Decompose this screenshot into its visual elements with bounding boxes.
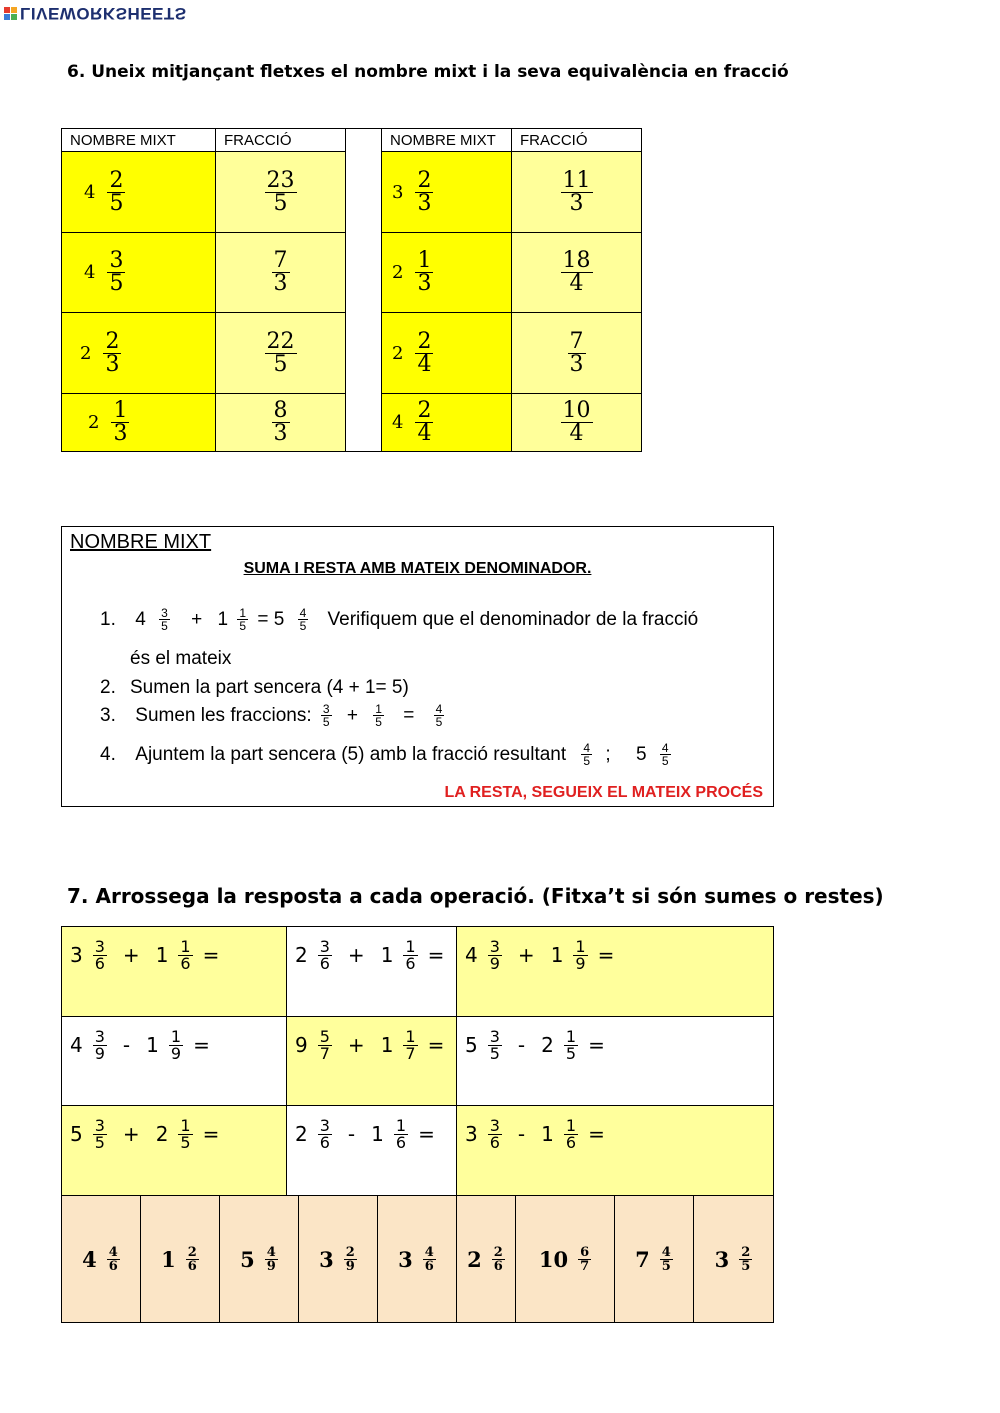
box-subtitle: SUMA I RESTA AMB MATEIX DENOMINADOR.	[243, 560, 592, 577]
step-1: 1. 4 $\frac{3}{5}$ + 1 $\frac{1}{5}$ = 5 $\frac{4}{5}$ Verifiquem que el denominador de la fracció	[100, 606, 699, 633]
step-3: 3. Sumen les fraccions: $\frac{3}{5}$ + $\frac{1}{5}$ = $\frac{4}{5}$	[100, 702, 443, 729]
fraction: $\frac{3}{5}$	[109, 248, 124, 296]
operation-cell[interactable]: 2 $\frac{3}{6}$ - 1 $\frac{1}{6}$ =	[287, 1106, 457, 1196]
logo-icon	[4, 7, 17, 20]
operation-cell[interactable]: 4 $\frac{3}{9}$ - 1 $\frac{1}{9}$ =	[62, 1017, 287, 1106]
step-4: 4. Ajuntem la part sencera (5) amb la fracció resultant $\frac{4}{5}$ ; 5 $\frac{4}{5}$	[100, 741, 669, 768]
header-fraction: FRACCIÓ	[216, 129, 346, 152]
answer-tile[interactable]: 3 $\frac{4}{6}$	[378, 1196, 457, 1323]
answer-tile[interactable]: 3 $\frac{2}{9}$	[299, 1196, 378, 1323]
explanation-box	[61, 526, 774, 807]
header-mixed-number: NOMBRE MIXT	[62, 129, 216, 152]
fraction: $\frac{2}{4}$	[417, 398, 432, 446]
step-2: 2. Sumen la part sencera (4 + 1= 5)	[100, 677, 409, 698]
answers-row	[62, 1196, 774, 1323]
operation-cell[interactable]: 2 $\frac{3}{6}$ + 1 $\frac{1}{6}$ =	[287, 927, 457, 1017]
answer-tile[interactable]: 3 $\frac{2}{5}$	[694, 1196, 774, 1323]
whole-part: 2	[80, 342, 92, 364]
box-title: NOMBRE MIXT	[70, 531, 212, 553]
operation-cell[interactable]: 5 $\frac{3}{5}$ + 2 $\frac{1}{5}$ =	[62, 1106, 287, 1196]
operation-cell[interactable]: 3 $\frac{3}{6}$ + 1 $\frac{1}{6}$ =	[62, 927, 287, 1017]
mixed-number-cell[interactable]	[62, 394, 216, 452]
fraction: $\frac{22}{5}$	[266, 328, 295, 377]
fraction-cell[interactable]	[216, 313, 346, 394]
table-row	[62, 927, 774, 1017]
fraction-cell[interactable]	[216, 233, 346, 313]
whole-part: 4	[392, 412, 404, 433]
fraction: $\frac{8}{3}$	[273, 398, 288, 446]
fraction: $\frac{2}{5}$	[109, 167, 124, 216]
table-header-row	[62, 129, 642, 152]
operation-cell[interactable]: 4 $\frac{3}{9}$ + 1 $\frac{1}{9}$ =	[457, 927, 774, 1017]
fraction-cell[interactable]	[512, 233, 642, 313]
answer-tile[interactable]: 4 $\frac{4}{6}$	[62, 1196, 141, 1323]
fraction: $\frac{1}{3}$	[417, 248, 432, 296]
answer-tile[interactable]: 7 $\frac{4}{5}$	[615, 1196, 694, 1323]
fraction: $\frac{7}{3}$	[569, 328, 584, 377]
whole-part: 4	[84, 181, 96, 203]
mixed-number-cell[interactable]	[62, 233, 216, 313]
fraction: $\frac{2}{3}$	[105, 328, 120, 377]
operations-table	[61, 926, 774, 1323]
mixed-number-cell[interactable]	[382, 233, 512, 313]
whole-part: 3	[392, 181, 404, 203]
mixed-number-cell[interactable]	[382, 394, 512, 452]
exercise-7-heading: 7. Arrossega la resposta a cada operació. (Fitxa’t si són sumes o restes)	[67, 884, 884, 908]
fraction: $\frac{2}{4}$	[417, 328, 432, 377]
answer-tile[interactable]: 5 $\frac{4}{9}$	[220, 1196, 299, 1323]
mixed-number-table	[61, 128, 642, 452]
fraction: $\frac{18}{4}$	[562, 248, 591, 296]
column-separator	[346, 129, 382, 452]
fraction: $\frac{23}{5}$	[266, 167, 295, 216]
fraction-cell[interactable]	[216, 394, 346, 452]
operation-cell[interactable]: 3 $\frac{3}{6}$ - 1 $\frac{1}{6}$ =	[457, 1106, 774, 1196]
fraction-cell[interactable]	[512, 394, 642, 452]
whole-part: 2	[88, 412, 100, 433]
fraction-cell[interactable]	[512, 152, 642, 233]
fraction: $\frac{7}{3}$	[273, 248, 288, 296]
answer-tile[interactable]: 2 $\frac{2}{6}$	[457, 1196, 516, 1323]
mixed-number-cell[interactable]	[62, 313, 216, 394]
table-row	[62, 1106, 774, 1196]
fraction: $\frac{1}{3}$	[113, 398, 128, 446]
answer-tile[interactable]: 10 $\frac{6}{7}$	[516, 1196, 615, 1323]
whole-part: 4	[84, 262, 96, 283]
answer-tile[interactable]: 1 $\frac{2}{6}$	[141, 1196, 220, 1323]
liveworksheets-logo	[4, 2, 187, 24]
operation-cell[interactable]: 9 $\frac{5}{7}$ + 1 $\frac{1}{7}$ =	[287, 1017, 457, 1106]
fraction-cell[interactable]	[512, 313, 642, 394]
fraction-cell[interactable]	[216, 152, 346, 233]
step-1-continued: és el mateix	[130, 648, 232, 669]
whole-part: 2	[392, 262, 404, 283]
whole-part: 2	[392, 342, 404, 364]
mixed-number-cell[interactable]	[382, 152, 512, 233]
exercise-6-heading: 6. Uneix mitjançant fletxes el nombre mixt i la seva equivalència en fracció	[67, 62, 789, 82]
header-mixed-number: NOMBRE MIXT	[382, 129, 512, 152]
logo-text: LIVEWORKSHEETS	[20, 4, 187, 23]
fraction: $\frac{11}{3}$	[562, 167, 591, 216]
fraction: $\frac{2}{3}$	[417, 167, 432, 216]
mixed-number-cell[interactable]	[62, 152, 216, 233]
operation-cell[interactable]: 5 $\frac{3}{5}$ - 2 $\frac{1}{5}$ =	[457, 1017, 774, 1106]
header-fraction: FRACCIÓ	[512, 129, 642, 152]
fraction: $\frac{10}{4}$	[562, 398, 591, 446]
mixed-number-cell[interactable]	[382, 313, 512, 394]
table-row	[62, 1017, 774, 1106]
subtraction-note: LA RESTA, SEGUEIX EL MATEIX PROCÉS	[444, 784, 763, 801]
